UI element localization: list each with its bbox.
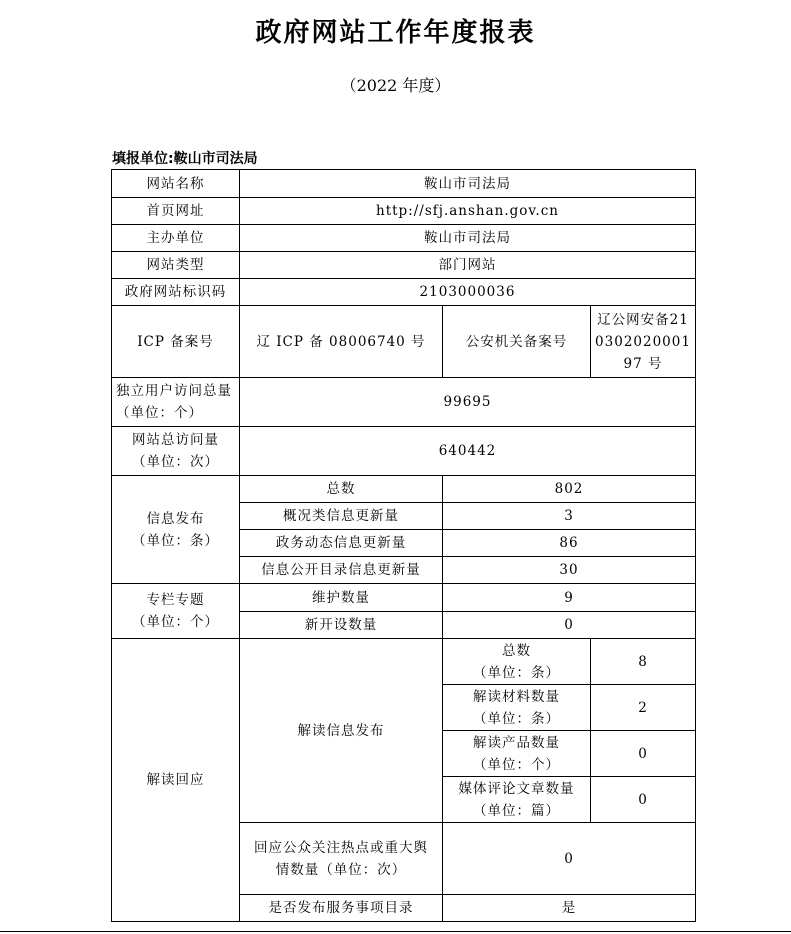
interpret-row-value: 0	[591, 777, 696, 823]
row-info-total	[112, 476, 696, 503]
columns-row-label: 新开设数量	[240, 612, 443, 639]
info-publish-label	[112, 476, 240, 584]
info-row-value: 3	[443, 503, 696, 530]
unique-visitors-label: 独立用户访问总量（单位：个）	[112, 378, 240, 427]
columns-label-line1: 专栏专题	[146, 592, 205, 608]
interpret-row-value: 8	[591, 639, 696, 685]
interpret-row-label-line1: 总数	[502, 642, 531, 659]
row-page-views	[112, 427, 696, 476]
row-site-code	[112, 279, 696, 306]
homepage-value: http://sfj.anshan.gov.cn	[240, 198, 696, 225]
site-code-label: 政府网站标识码	[112, 279, 240, 306]
info-row-value: 802	[443, 476, 696, 503]
info-publish-label-line1: 信息发布	[146, 510, 205, 527]
columns-row-value: 0	[443, 612, 696, 639]
interpret-row-label	[443, 639, 591, 685]
service-catalog-label: 是否发布服务事项目录	[240, 895, 443, 922]
interpret-row-label-line2: （单位：条）	[473, 710, 560, 727]
interpret-row-label-line1: 媒体评论文章数量	[458, 780, 575, 797]
interpret-row-label-line2: （单位：条）	[473, 664, 560, 681]
report-title: 政府网站工作年度报表	[255, 18, 536, 48]
site-code-value: 2103000036	[240, 279, 696, 306]
interpret-row-label	[443, 685, 591, 731]
interpret-row-label-line1: 解读产品数量	[473, 734, 560, 751]
row-site-type	[112, 252, 696, 279]
site-type-label: 网站类型	[112, 252, 240, 279]
interpret-row-label-line2: （单位：个）	[473, 756, 560, 773]
row-sponsor	[112, 225, 696, 252]
report-table	[111, 169, 696, 922]
row-unique-visitors	[112, 378, 696, 427]
info-row-label: 总数	[240, 476, 443, 503]
police-record-label: 公安机关备案号	[443, 306, 591, 378]
site-name-value: 鞍山市司法局	[240, 170, 696, 198]
row-site-name	[112, 170, 696, 198]
page-views-value: 640442	[240, 427, 696, 476]
response-value: 0	[443, 823, 696, 895]
homepage-label: 首页网址	[112, 198, 240, 225]
row-homepage	[112, 198, 696, 225]
interpret-row-label-line2: （单位：篇）	[473, 802, 560, 819]
columns-label-line2: （单位：个）	[132, 614, 219, 630]
page-views-label-line2: （单位：次）	[132, 454, 219, 470]
info-row-value: 30	[443, 557, 696, 584]
site-name-label: 网站名称	[112, 170, 240, 198]
page-bottom-divider	[0, 931, 791, 932]
columns-label	[112, 584, 240, 639]
service-catalog-value: 是	[443, 895, 696, 922]
info-publish-label-line2: （单位：条）	[132, 532, 219, 549]
response-label: 回应公众关注热点或重大舆情数量（单位：次）	[240, 823, 443, 895]
info-row-label: 概况类信息更新量	[240, 503, 443, 530]
report-year: （2022 年度）	[340, 76, 451, 95]
row-interpret-total	[112, 639, 696, 685]
interpret-row-value: 2	[591, 685, 696, 731]
info-row-label: 政务动态信息更新量	[240, 530, 443, 557]
row-icp	[112, 306, 696, 378]
info-row-label: 信息公开目录信息更新量	[240, 557, 443, 584]
info-row-value: 86	[443, 530, 696, 557]
columns-row-value: 9	[443, 584, 696, 612]
interpret-label: 解读回应	[112, 639, 240, 922]
icp-label: ICP 备案号	[112, 306, 240, 378]
sponsor-value: 鞍山市司法局	[240, 225, 696, 252]
columns-row-label: 维护数量	[240, 584, 443, 612]
interpret-publish-label: 解读信息发布	[240, 639, 443, 823]
police-record-value: 辽公网安备21030202000197 号	[591, 306, 696, 378]
filing-unit: 填报单位:鞍山市司法局	[112, 151, 258, 167]
sponsor-label: 主办单位	[112, 225, 240, 252]
interpret-row-label	[443, 777, 591, 823]
row-columns-maintained	[112, 584, 696, 612]
page-views-label	[112, 427, 240, 476]
site-type-value: 部门网站	[240, 252, 696, 279]
page-views-label-line1: 网站总访问量	[132, 432, 219, 448]
interpret-row-value: 0	[591, 731, 696, 777]
unique-visitors-value: 99695	[240, 378, 696, 427]
interpret-row-label	[443, 731, 591, 777]
interpret-row-label-line1: 解读材料数量	[473, 688, 560, 705]
icp-value: 辽 ICP 备 08006740 号	[240, 306, 443, 378]
